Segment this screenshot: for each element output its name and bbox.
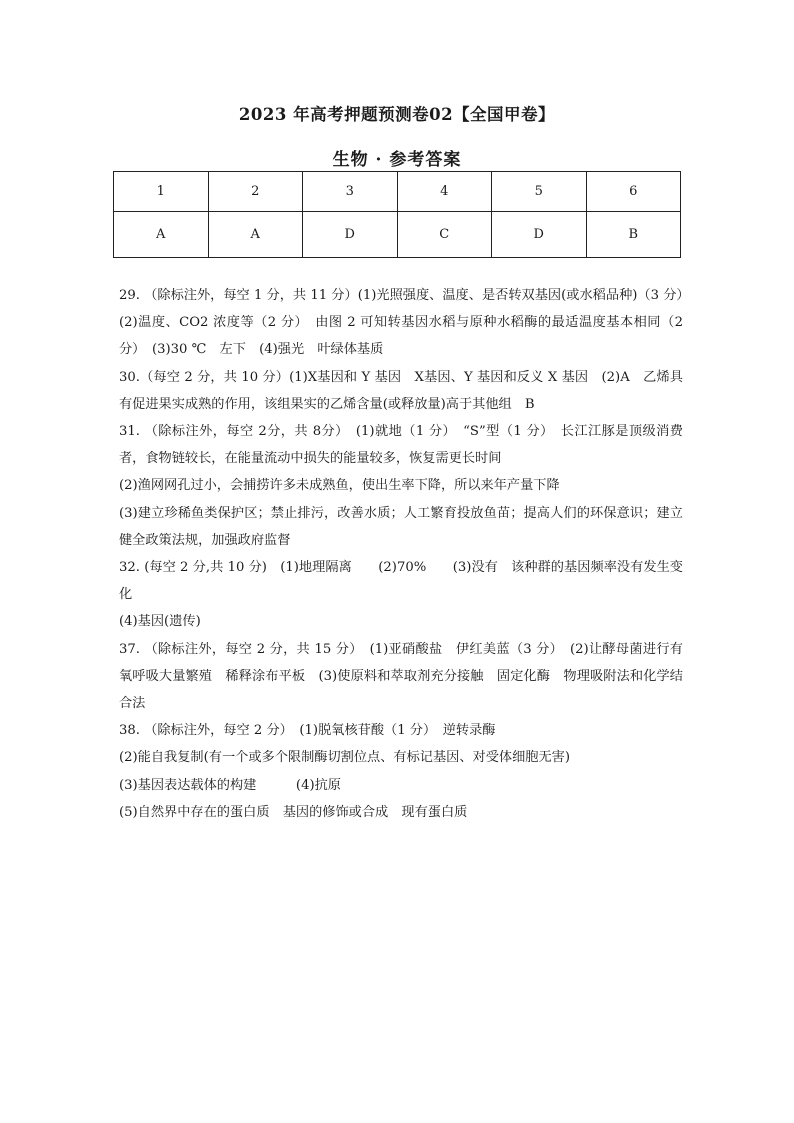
answer-38-part2-paragraph: (2)能自我复制(有一个或多个限制酶切割位点、有标记基因、对受体细胞无害) (119, 750, 570, 766)
answer-32-part4-paragraph: (4)基因(遗传) (119, 614, 201, 630)
question-number-cell: 1 (114, 172, 209, 212)
answer-37-paragraph: 37. （除标注外，每空 2 分，共 15 分） (1)亚硝酸盐 伊红美蓝（3 分） (2)让酵母菌进行有氧呼吸大量繁殖 稀释涂布平板 (3)使原料和萃取剂充分接触 固定化酶 物理吸附法和化学结合法 (119, 641, 683, 712)
question-number-cell: 3 (303, 172, 398, 212)
page-title: 2023 年高考押题预测卷02【全国甲卷】 (238, 105, 556, 124)
answer-cell: C (397, 212, 492, 258)
answer-30-paragraph: 30.（每空 2 分，共 10 分）(1)X基因和 Y 基因 X基因、Y 基因和反义 X 基因 (2)A 乙烯具有促进果实成熟的作用，该组果实的乙烯含量(或释放量)高于其他组 B (119, 369, 683, 412)
answer-cell: A (208, 212, 303, 258)
question-number-cell: 2 (208, 172, 303, 212)
answer-cell: A (114, 212, 209, 258)
answer-explanations (119, 282, 697, 826)
answer-31-part2-paragraph: (2)渔网网孔过小，会捕捞许多未成熟鱼，使出生率下降，所以来年产量下降 (119, 478, 560, 494)
question-number-cell: 5 (492, 172, 587, 212)
answer-31-part3-paragraph: (3)建立珍稀鱼类保护区；禁止排污，改善水质；人工繁育投放鱼苗；提高人们的环保意识；建立健全政策法规，加强政府监督 (119, 505, 683, 548)
page-subtitle: 生物 · 参考答案 (332, 150, 462, 170)
answer-29-paragraph: 29. （除标注外，每空 1 分，共 11 分）(1)光照强度、温度、是否转双基因(或水稻品种)（3 分） (2)温度、CO2 浓度等（2 分） 由图 2 可知转基因水稻与原种水稻酶的最适温度基本相同（2 分） (3)30 ℃ 左下 (4)强光 叶绿体基质 (119, 288, 697, 358)
answer-row (114, 212, 681, 258)
question-number-cell: 4 (397, 172, 492, 212)
answer-38-part5-paragraph: (5)自然界中存在的蛋白质 基因的修饰或合成 现有蛋白质 (119, 804, 468, 820)
question-number-row (114, 172, 681, 212)
answer-cell: B (586, 212, 681, 258)
question-number-cell: 6 (586, 172, 681, 212)
answer-cell: D (303, 212, 398, 258)
answer-31-paragraph: 31. （除标注外，每空 2分，共 8分） (1)就地（1 分） “S”型（1 分） 长江江豚是顶级消费者，食物链较长，在能量流动中损失的能量较多，恢复需更长时间 (119, 424, 683, 467)
answer-38-part3-paragraph: (3)基因表达载体的构建 (4)抗原 (119, 777, 341, 793)
answer-cell: D (492, 212, 587, 258)
answer-38-paragraph: 38. （除标注外，每空 2 分） (1)脱氧核苷酸（1 分） 逆转录酶 (119, 723, 496, 739)
answer-table (113, 171, 681, 258)
answer-32-paragraph: 32. (每空 2 分,共 10 分) (1)地理隔离 (2)70% (3)没有 该种群的基因频率没有发生变化 (119, 560, 683, 603)
